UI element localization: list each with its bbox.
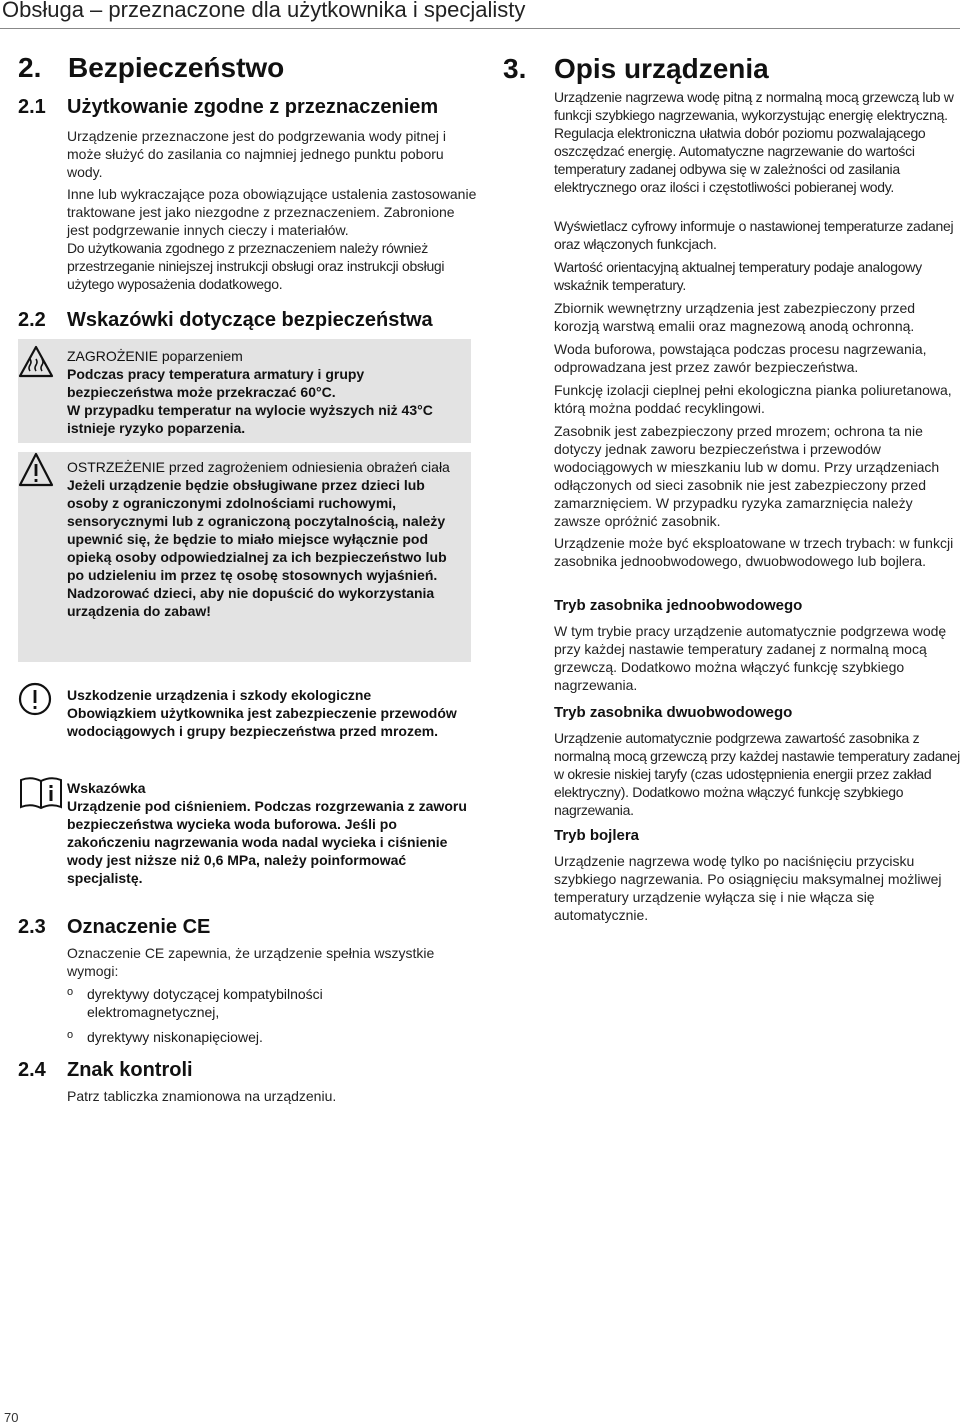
danger-text: [67, 347, 467, 437]
warning-injury-box: [18, 452, 471, 662]
paragraph: Patrz tabliczka znamionowa na urządzeniu.: [67, 1088, 337, 1104]
info-book-icon: [18, 776, 64, 810]
page-number: 70: [4, 1410, 19, 1425]
subsection-title: Znak kontroli: [67, 1059, 193, 1081]
section-2-heading: [18, 52, 284, 84]
paragraph: Wyświetlacz cyfrowy informuje o nastawionej temperaturze zadanej oraz włączonych funkcjach.: [554, 218, 954, 252]
subsection-2-4-heading: [18, 1059, 193, 1082]
paragraph: Zbiornik wewnętrzny urządzenia jest zabezpieczony przed korozją warstwą emalii oraz magnezową anodą ochronną.: [554, 300, 916, 334]
subsection-title: Oznaczenie CE: [67, 916, 211, 938]
paragraph: Wartość orientacyjną aktualnej temperatury podaje analogowy wskaźnik temperatury.: [554, 259, 922, 293]
danger-line: Podczas pracy temperatura armatury i grupy bezpieczeństwa może przekraczać 60°C.: [67, 366, 365, 400]
danger-heading: ZAGROŻENIE poparzeniem: [67, 348, 243, 364]
paragraph: Urządzenie automatycznie podgrzewa zawartość zasobnika z normalną mocą grzewczą przy każdej nastawie temperatury zadanej w okresie niskiej taryfy (czas udostępnienia energii przez zakład elektryczny). Dodatkowo można włączyć funkcję szybkiego nagrzewania.: [554, 730, 960, 818]
subsection-2-3-heading: [18, 916, 210, 939]
page-header: [0, 0, 960, 29]
note-block: [67, 779, 471, 887]
section-title: Bezpieczeństwo: [68, 52, 285, 83]
paragraph: Urządzenie nagrzewa wodę pitną z normalną mocą grzewczą lub w funkcji szybkiego nagrzewania, wykorzystując energię elektryczną. Regulacja elektroniczna ułatwia dobór poziomu pozwalającego oszczędzać energię. Automatyczne nagrzewanie do wartości temperatury zadanej odbywa się w zależności od zasilania elektrycznego oraz ilości i częstotliwości pobieranej wody.: [554, 89, 954, 195]
subsection-number: 2.2: [18, 309, 46, 331]
section-number: 2.: [18, 52, 42, 83]
damage-text: Obowiązkiem użytkownika jest zabezpieczenie przewodów wodociągowych i grupy bezpieczeństwa przed mrozem.: [67, 705, 457, 739]
paragraph: Zasobnik jest zabezpieczony przed mrozem; ochrona ta nie dotyczy jednak zaworu bezpieczeństwa i przewodów wodociągowych w mieszkaniu lub w domu. Przy urządzeniach odłączonych od sieci zasobnik nie jest zabezpieczony przed zamarznięciem. W przypadku ryzyka zamarznięcia należy zawsze opróżnić zasobnik.: [554, 423, 940, 529]
paragraph: Urządzenie nagrzewa wodę tylko po naciśnięciu przycisku szybkiego nagrzewania. Po osiągnięciu maksymalnej możliwej temperatury urządzenie wyłącza się i nie włącza się automatycznie.: [554, 853, 942, 923]
note-text: Urządzenie pod ciśnieniem. Podczas rozgrzewania z zaworu bezpieczeństwa wycieka woda buforowa. Jeśli po zakończeniu nagrzewania woda nadal wycieka i ciśnienie wody jest niższe niż 0,6 MPa, należy poinformować specjalistę.: [67, 798, 467, 886]
warning-line: Jeżeli urządzenie będzie obsługiwane przez dzieci lub osoby z ograniczonymi zdolnościami ruchowymi, sensorycznymi lub z ograniczoną poczytalnością, należy upewnić się, że będzie to miało miejsce wyłącznie pod opieką osoby odpowiedzialnej za ich bezpieczeństwo lub po udzieleniu im przez tę osobę stosownych wyjaśnień.: [67, 477, 447, 583]
list-item: o dyrektywy dotyczącej kompatybilności elektromagnetycznej,: [67, 986, 323, 1020]
paragraph: Woda buforowa, powstająca podczas procesu nagrzewania, odprowadzana jest przez zawór bezpieczeństwa.: [554, 341, 927, 375]
warning-line: Nadzorować dzieci, aby nie dopuścić do wykorzystania urządzenia do zabaw!: [67, 585, 435, 619]
warning-heading: OSTRZEŻENIE przed zagrożeniem odniesienia obrażeń ciała: [67, 459, 450, 475]
note-heading: Wskazówka: [67, 780, 146, 796]
damage-notice: [67, 686, 467, 740]
danger-burn-box: [18, 339, 471, 443]
warning-triangle-icon: [18, 452, 52, 486]
paragraph: Urządzenie może być eksploatowane w trzech trybach: w funkcji zasobnika jednoobwodowego, dwuobwodowego lub bojlera.: [554, 535, 954, 569]
subsection-2-2-heading: [18, 309, 433, 332]
mode-heading: Tryb bojlera: [554, 827, 640, 844]
hot-surface-warning-icon: [18, 345, 52, 379]
warning-text: [67, 458, 467, 620]
paragraph: W tym trybie pracy urządzenie automatycznie podgrzewa wodę przy każdej nastawie temperatury zadanej z normalną mocą grzewczą. Dodatkowo można włączyć funkcję szybkiego nagrzewania.: [554, 623, 947, 693]
section-3-heading: [503, 53, 769, 85]
paragraph: Do użytkowania zgodnego z przeznaczeniem należy również przestrzeganie niniejszej instrukcji obsługi oraz instrukcji obsługi użytego wyposażenia dodatkowego.: [67, 240, 445, 292]
mode-heading: Tryb zasobnika dwuobwodowego: [554, 704, 793, 721]
damage-heading: Uszkodzenie urządzenia i szkody ekologiczne: [67, 687, 372, 703]
paragraph: Oznaczenie CE zapewnia, że urządzenie spełnia wszystkie wymogi:: [67, 945, 435, 979]
ce-directives-list: [67, 985, 397, 1053]
subsection-2-1-heading: [18, 96, 438, 119]
paragraph: Inne lub wykraczające poza obowiązujące ustalenia zastosowanie traktowane jest jako niezgodne z przeznaczeniem. Zabronione jest podgrzewanie innych cieczy i materiałów.: [67, 186, 477, 238]
subsection-title: Użytkowanie zgodne z przeznaczeniem: [67, 96, 439, 118]
list-item: o dyrektywy niskonapięciowej.: [67, 1029, 263, 1045]
header-title: Obsługa – przeznaczone dla użytkownika i specjalisty: [2, 0, 526, 22]
paragraph: Funkcję izolacji cieplnej pełni ekologiczna pianka poliuretanowa, którą można poddać recyklingowi.: [554, 382, 952, 416]
danger-line: W przypadku temperatur na wylocie wyższych niż 43°C istnieje ryzyko poparzenia.: [67, 402, 433, 436]
section-title: Opis urządzenia: [554, 53, 769, 84]
subsection-title: Wskazówki dotyczące bezpieczeństwa: [67, 309, 433, 331]
section-number: 3.: [503, 53, 527, 84]
paragraph: Urządzenie przeznaczone jest do podgrzewania wody pitnej i może służyć do zasilania co najmniej jednego punktu poboru wody.: [67, 128, 446, 180]
exclamation-icon: [18, 682, 52, 716]
subsection-number: 2.1: [18, 96, 46, 118]
subsection-number: 2.3: [18, 916, 46, 938]
subsection-number: 2.4: [18, 1059, 46, 1081]
mode-heading: Tryb zasobnika jednoobwodowego: [554, 597, 803, 614]
